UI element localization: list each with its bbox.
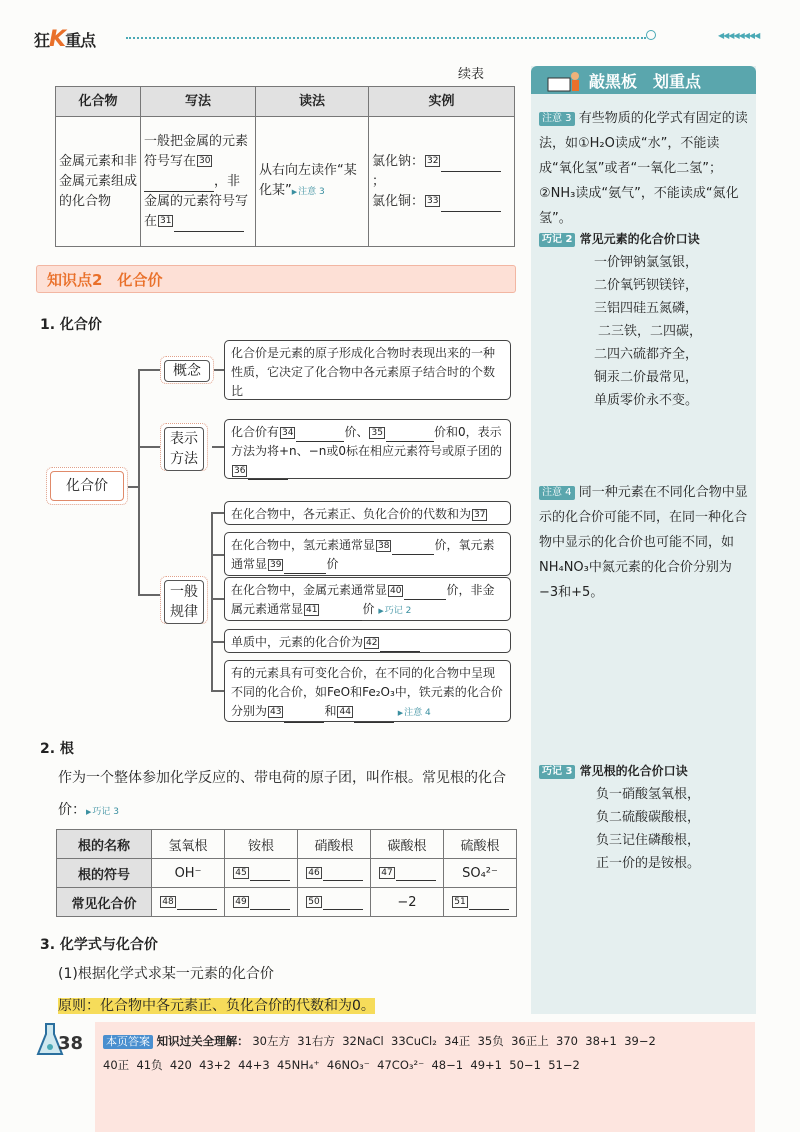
row-label: 根的符号 <box>57 859 152 888</box>
tip-3-title: 巧记 3 常见根的化合价口诀 <box>539 762 749 779</box>
header-divider <box>126 37 646 39</box>
tip-2-list: 一价钾钠氯氢银， 二价氧钙钡镁锌， 三铝四硅五氮磷， 二三铁，二四碳， 二四六硫都齐全， 铜汞二价最常见， 单质零价永不变。 <box>594 255 703 408</box>
connector <box>211 690 224 692</box>
rules-node: 一般规律 <box>160 576 208 624</box>
table-cell: 碳酸根 <box>371 830 444 859</box>
table-cell: 铵根 <box>225 830 298 859</box>
principle-text: 原则：化合物中各元素正、负化合价的代数和为0。 <box>58 998 375 1014</box>
rule-3: 在化合物中，金属元素通常显 40 价，非金属元素通常显 41 价 ▶ 巧记 2 <box>224 577 511 621</box>
note-4: 注意 4 同一种元素在不同化合物中显示的化合价可能不同，在同一种化合物中显示的化合价也可能不同，如NH₄NO₃中氮元素的化合价分别为−3和+5。 <box>539 485 748 600</box>
compound-naming-table <box>55 86 515 247</box>
table-header: 化合物 <box>56 87 141 117</box>
writing-cell: 一般把金属的元素符号写在 30，非金属的元素符号写在 31 <box>141 117 256 247</box>
root-node: 化合价 <box>46 467 128 505</box>
note-tag: 注意 4 <box>539 486 575 500</box>
note-tag: 注意 3 <box>539 112 575 126</box>
tip-3-list: 负一硝酸氢氧根， 负二硫酸碳酸根， 负三记住磷酸根， 正一价的是铵根。 <box>596 787 701 871</box>
rule-5: 有的元素具有可变化合价，在不同的化合物中呈现不同的化合价，如FeO和Fe₂O₃中，铁元素的化合价分别为 43 和 44 ▶ 注意 4 <box>224 660 511 722</box>
sidebar-title-bar: 敲黑板 划重点 <box>531 66 756 94</box>
table-cell: 51 <box>444 888 517 917</box>
connector <box>138 594 162 596</box>
connector <box>138 369 140 595</box>
table-header: 读法 <box>256 87 369 117</box>
connector <box>138 369 162 371</box>
compound-cell: 金属元素和非金属元素组成的化合物 <box>56 117 141 247</box>
example-cell: 氯化钠： 32； 氯化铜： 33 <box>369 117 515 247</box>
teacher-icon <box>545 70 583 92</box>
table-header: 实例 <box>369 87 515 117</box>
answer-line-2: 40正 41负 420 43+2 44+3 45NH₄⁺ 46NO₃⁻ 47CO₃²⁻ 48−1 49+1 50−1 51−2 <box>103 1058 580 1072</box>
brand-logo: 狂K重点 <box>34 27 96 52</box>
tip-2-title: 巧记 2 常见元素的化合价口诀 <box>539 230 749 247</box>
answer-box <box>95 1022 755 1132</box>
rule-4: 单质中，元素的化合价为 42 <box>224 629 511 653</box>
connector <box>211 512 213 690</box>
radical-definition: 作为一个整体参加化学反应的、带电荷的原子团，叫作根。常见根的化合价：▶ 巧记 3 <box>58 762 518 828</box>
radical-table <box>56 829 517 917</box>
table-cell: OH⁻ <box>152 859 225 888</box>
table-cell: SO₄²⁻ <box>444 859 517 888</box>
row-label: 常见化合价 <box>57 888 152 917</box>
table-cell: 47 <box>371 859 444 888</box>
header-arrows-ornament: ◀◀◀◀◀◀◀◀ <box>718 31 760 40</box>
answer-line-1: 本页答案 知识过关全理解： 30左方 31右方 32NaCl 33CuCl₂ 34正 35负 36正上 370 38+1 39−2 <box>103 1028 753 1054</box>
connector <box>212 446 224 448</box>
section-title: 知识点2 化合价 <box>36 265 516 293</box>
subsection-heading: 3. 化学式与化合价 <box>40 937 158 953</box>
representation-node: 表示方法 <box>160 423 208 471</box>
table-cell: 50 <box>298 888 371 917</box>
table-cell: 48 <box>152 888 225 917</box>
row-label: 根的名称 <box>57 830 152 859</box>
subsection-heading: 1. 化合价 <box>40 317 102 333</box>
connector <box>211 554 224 556</box>
subsection-heading: 2. 根 <box>40 741 74 757</box>
answer-label: 本页答案 <box>103 1035 153 1049</box>
tip-tag: 巧记 2 <box>539 233 575 247</box>
table-caption: 续表 <box>458 67 485 82</box>
page-number: 38 <box>58 1033 84 1054</box>
connector <box>211 641 224 643</box>
reading-cell: 从右向左读作“某化某”▶ 注意 3 <box>256 117 369 247</box>
rule-2: 在化合物中，氢元素通常显 38 价，氧元素通常显 39 价 <box>224 532 511 576</box>
subsection-sub: (1)根据化学式求某一元素的化合价 <box>58 966 274 982</box>
note-3: 注意 3 有些物质的化学式有固定的读法，如①H₂O读成“水”，不能读成“氧化氢”或者“一氧化二氢”；②NH₃读成“氨气”，不能读成“氮化氢”。 <box>539 111 748 226</box>
concept-text: 化合价是元素的原子形成化合物时表现出来的一种性质，它决定了化合物中各元素原子结合时的个数比 <box>224 340 511 400</box>
representation-text: 化合价有 34 价、 35 价和0，表示方法为将+n、−n或0标在相应元素符号或原子团的36 <box>224 419 511 479</box>
connector <box>138 446 162 448</box>
table-cell: 硝酸根 <box>298 830 371 859</box>
table-cell: 49 <box>225 888 298 917</box>
connector <box>211 512 224 514</box>
tip-tag: 巧记 3 <box>539 765 575 779</box>
table-cell: 氢氧根 <box>152 830 225 859</box>
table-header: 写法 <box>141 87 256 117</box>
table-cell: 46 <box>298 859 371 888</box>
table-cell: −2 <box>371 888 444 917</box>
connector <box>211 598 224 600</box>
concept-node: 概念 <box>160 356 214 384</box>
header-circle-ornament <box>646 30 656 40</box>
table-cell: 45 <box>225 859 298 888</box>
rule-1: 在化合物中，各元素正、负化合价的代数和为 37 <box>224 501 511 525</box>
table-cell: 硫酸根 <box>444 830 517 859</box>
